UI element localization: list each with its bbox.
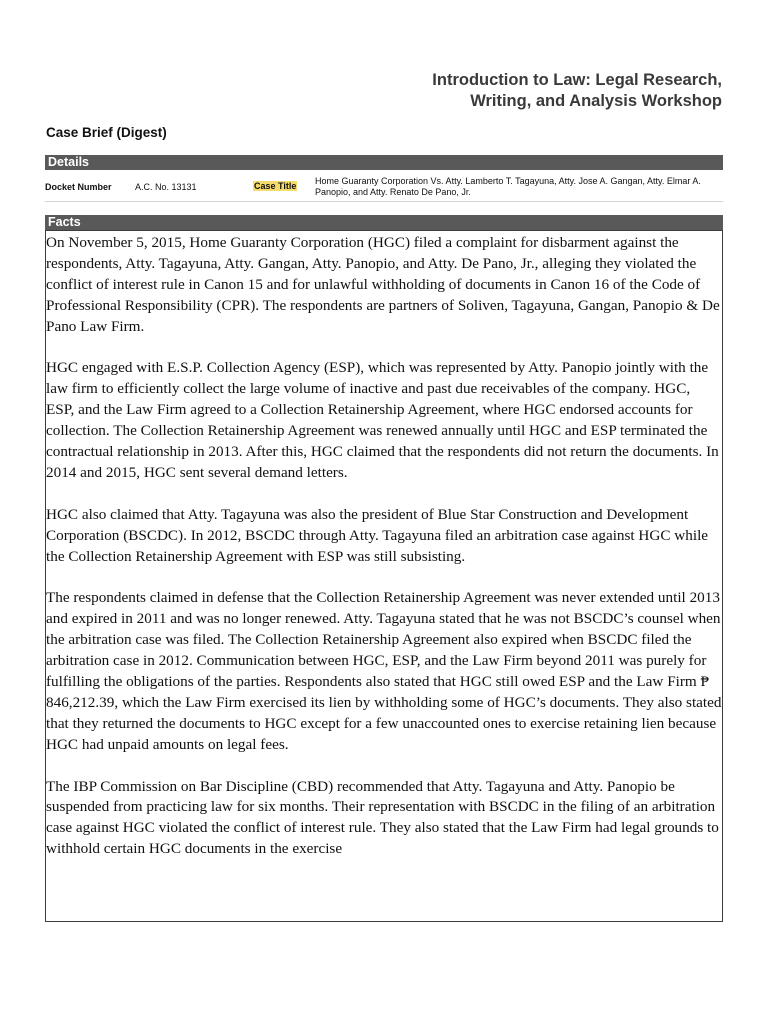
details-section-header: Details bbox=[45, 155, 723, 170]
docket-number-label: Docket Number bbox=[45, 182, 112, 192]
facts-body bbox=[45, 230, 723, 922]
case-title-value: Home Guaranty Corporation Vs. Atty. Lamberto T. Tagayuna, Atty. Jose A. Gangan, Atty. Elmar A. Panopio, and Atty. Renato De Pano, Jr. bbox=[315, 176, 701, 197]
workshop-title-line1: Introduction to Law: Legal Research, bbox=[432, 71, 722, 89]
workshop-title bbox=[432, 70, 722, 112]
details-row bbox=[45, 172, 723, 202]
facts-paragraph: HGC engaged with E.S.P. Collection Agency (ESP), which was represented by Atty. Panopio jointly with the law firm to efficiently collect the large volume of inactive and past due receivables of the company. HGC, ESP, and the Law Firm agreed to a Collection Retainership Agreement, where HGC endorsed accounts for collection. The Collection Retainership Agreement was renewed annually until HGC and ESP terminated the contractual relationship in 2013. After this, HGC claimed that the respondents did not return the documents. In 2014 and 2015, HGC sent several demand letters. bbox=[46, 359, 719, 481]
facts-paragraph: The respondents claimed in defense that the Collection Retainership Agreement was never extended until 2013 and expired in 2011 and was no longer renewed. Atty. Tagayuna stated that he was not BSCDC’s counsel when the arbitration case was filed. The Collection Retainership Agreement also expired when BSCDC filed the arbitration case in 2012. Communication between HGC, ESP, and the Law Firm beyond 2011 was purely for fulfilling the obligations of the parties. Respondents also stated that HGC still owed ESP and the Law Firm ₱ 846,212.39, which the Law Firm exercised its lien by withholding some of HGC’s documents. They also stated that they returned the documents to HGC except for a few unaccounted ones to exercise retaining lien because HGC had unpaid amounts on legal fees. bbox=[46, 589, 722, 753]
case-title-label: Case Title bbox=[254, 181, 297, 191]
facts-paragraph: On November 5, 2015, Home Guaranty Corporation (HGC) filed a complaint for disbarment against the respondents, Atty. Tagayuna, Atty. Gangan, Atty. Panopio, and Atty. De Pano, Jr., alleging they violated the conflict of interest rule in Canon 15 and for unlawful withholding of documents in Canon 16 of the Code of Professional Responsibility (CPR). The respondents are partners of Soliven, Tagayuna, Gangan, Panopio & De Pano Law Firm. bbox=[46, 234, 720, 335]
facts-section-header: Facts bbox=[45, 215, 723, 230]
document-type-heading: Case Brief (Digest) bbox=[46, 125, 167, 140]
facts-paragraph: HGC also claimed that Atty. Tagayuna was also the president of Blue Star Construction and Development Corporation (BSCDC). In 2012, BSCDC through Atty. Tagayuna filed an arbitration case against HGC while the Collection Retainership Agreement with ESP was still subsisting. bbox=[46, 505, 709, 565]
workshop-title-line2: Writing, and Analysis Workshop bbox=[470, 92, 722, 110]
docket-number-value: A.C. No. 13131 bbox=[135, 182, 197, 192]
facts-paragraph: The IBP Commission on Bar Discipline (CBD) recommended that Atty. Tagayuna and Atty. Panopio be suspended from practicing law for six months. Their representation with BSCDC in the filing of an arbitration case against HGC violated the conflict of interest rule. They also stated that the Law Firm had legal grounds to withhold certain HGC documents in the exercise bbox=[46, 777, 719, 858]
